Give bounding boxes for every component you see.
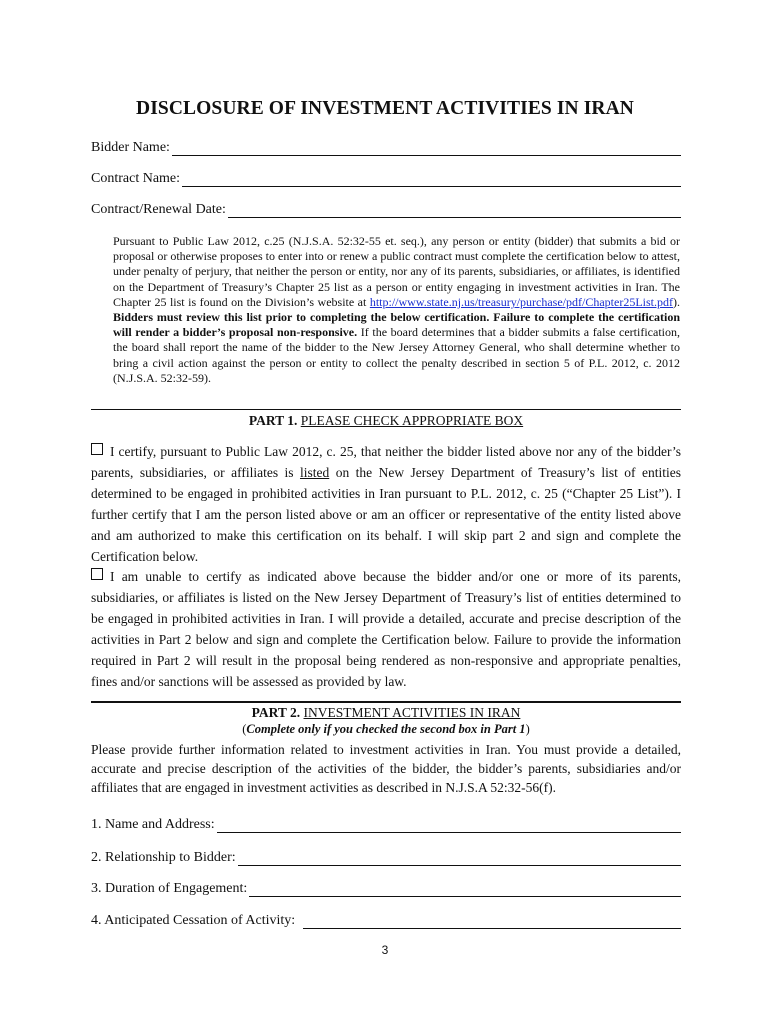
paren-close: ) xyxy=(525,722,530,736)
relationship-label: 2. Relationship to Bidder: xyxy=(91,850,236,865)
divider xyxy=(91,409,681,410)
part2-subheading xyxy=(91,722,681,737)
part1-title: PLEASE CHECK APPROPRIATE BOX xyxy=(300,413,524,428)
intro-text-2: ). xyxy=(673,294,680,309)
cessation-line[interactable] xyxy=(303,916,681,929)
bidder-name-field[interactable] xyxy=(91,140,681,156)
part2-label: PART 2. xyxy=(251,705,301,720)
relationship-field[interactable] xyxy=(91,850,681,866)
option2-text: I am unable to certify as indicated above because the bidder and/or one or more of its parents, subsidiaries, or affiliates is listed on the New Jersey Department of Treasury’s list of entities determined to be engaged in prohibited activities in Iran. I will provide a detailed, accurate and precise description of the activities in Part 2 below and sign and complete the Certification below. Failure to provide the information required in Part 2 will result in the proposal being rendered as non-responsive and appropriate penalties, fines and/or sanctions will be assessed as provided by law. xyxy=(91,569,681,689)
name-address-field[interactable] xyxy=(91,817,681,833)
option-unable-certify xyxy=(91,566,681,692)
part2-paragraph: Please provide further information related to investment activities in Iran. You must provide a detailed, accurate and precise description of the activities of the bidder, the bidder’s parents, subsidiaries and/or affiliates that are engaged in investment activities as described in N.J.S.A 52:32-56(f). xyxy=(91,742,681,795)
renewal-date-line[interactable] xyxy=(228,205,681,218)
duration-label: 3. Duration of Engagement: xyxy=(91,881,248,896)
option1-listed: listed xyxy=(299,465,330,480)
contract-name-line[interactable] xyxy=(182,174,681,187)
part2-title: INVESTMENT ACTIVITIES IN IRAN xyxy=(303,705,521,720)
option1-text-a: I certify, pursuant to Public Law 2012, c. 25, that neither the bidder listed above nor any of the bidder’s parents, subsidiaries, or affiliates is xyxy=(91,444,681,480)
name-address-line[interactable] xyxy=(217,820,681,833)
renewal-date-label: Contract/Renewal Date: xyxy=(91,202,226,217)
duration-line[interactable] xyxy=(249,884,681,897)
document-title: DISCLOSURE OF INVESTMENT ACTIVITIES IN IRAN xyxy=(136,98,634,119)
paren-open: ( xyxy=(242,722,247,736)
checkbox-certify[interactable] xyxy=(91,443,103,455)
intro-bold-warning: Bidders must review this list prior to completing the below certification. Failure to complete the certification will render a bidder’s proposal non-responsive. xyxy=(113,310,680,340)
contract-name-label: Contract Name: xyxy=(91,171,181,186)
divider xyxy=(91,701,681,703)
name-address-label: 1. Name and Address: xyxy=(91,817,215,832)
part2-heading xyxy=(91,705,681,721)
part2-instruction: Complete only if you checked the second box in Part 1 xyxy=(246,722,526,736)
chapter25-link[interactable]: http://www.state.nj.us/treasury/purchase/pdf/Chapter25List.pdf xyxy=(369,294,673,309)
checkbox-unable[interactable] xyxy=(91,568,103,580)
intro-text-1: Pursuant to Public Law 2012, c.25 (N.J.S.A. 52:32-55 et. seq.), any person or entity (bidder) that submits a bid or proposal or otherwise proposes to enter into or renew a public contract must complete the certification below to attest, under penalty of perjury, that neither the person or entity, nor any of its parents, subsidiaries, or affiliates, is identified on the Department of Treasury’s Chapter 25 list as a person or entity engaging in investment activities in Iran. The Chapter 25 list is found on the Division’s website at xyxy=(113,234,680,309)
cessation-field[interactable] xyxy=(91,913,681,929)
duration-field[interactable] xyxy=(91,881,681,897)
bidder-name-label: Bidder Name: xyxy=(91,140,170,155)
part1-label: PART 1. xyxy=(248,413,298,428)
intro-paragraph xyxy=(113,234,680,386)
intro-text-3: If the board determines that a bidder submits a false certification, the board shall report the name of the bidder to the New Jersey Attorney General, who shall determine whether to bring a civil action against the person or entity to collect the penalty described in section 5 of P.L. 2012, c. 2012 (N.J.S.A. 52:32-59). xyxy=(113,325,680,385)
contract-name-field[interactable] xyxy=(91,171,681,187)
option1-text-b: on the New Jersey Department of Treasury’s list of entities determined to be engaged in prohibited activities in Iran pursuant to P.L. 2012, c. 25 (“Chapter 25 List”). I further certify that I am the person listed above or am an officer or representative of the entity listed above and am authorized to make this certification on its behalf. I will skip part 2 and sign and complete the Certification below. xyxy=(91,465,681,564)
page-number: 3 xyxy=(381,943,389,957)
part1-heading xyxy=(91,413,681,429)
option-certify xyxy=(91,441,681,567)
relationship-line[interactable] xyxy=(238,853,681,866)
cessation-label: 4. Anticipated Cessation of Activity: xyxy=(91,913,296,928)
renewal-date-field[interactable] xyxy=(91,202,681,218)
bidder-name-line[interactable] xyxy=(172,143,681,156)
